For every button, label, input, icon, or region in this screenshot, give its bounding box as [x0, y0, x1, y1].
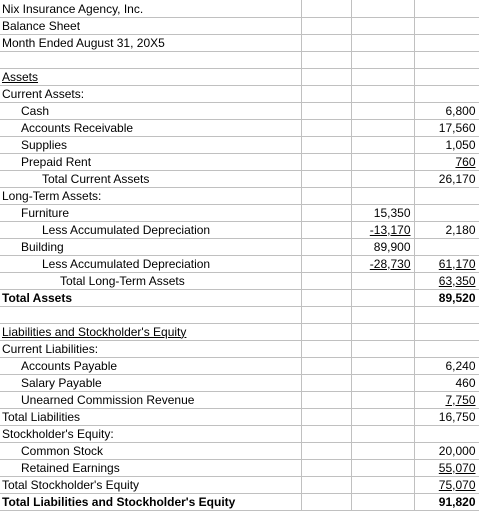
cell[interactable] — [351, 187, 414, 204]
cell[interactable] — [301, 34, 351, 51]
cell[interactable] — [351, 272, 414, 289]
equity-heading[interactable]: Stockholder's Equity: — [0, 425, 301, 442]
cell[interactable] — [414, 425, 479, 442]
cell[interactable] — [351, 476, 414, 493]
cell[interactable] — [414, 340, 479, 357]
cell[interactable] — [351, 323, 414, 340]
cell[interactable] — [414, 187, 479, 204]
sheet-row — [0, 119, 479, 136]
ar-label[interactable]: Accounts Receivable — [0, 119, 301, 136]
report-title[interactable]: Balance Sheet — [0, 17, 301, 34]
sheet-row — [0, 425, 479, 442]
common-stock-value[interactable]: 20,000 — [414, 442, 479, 459]
cell[interactable] — [351, 442, 414, 459]
cell[interactable] — [414, 34, 479, 51]
cell[interactable] — [351, 119, 414, 136]
cell[interactable] — [301, 153, 351, 170]
total-longterm-assets-value[interactable]: 63,350 — [438, 273, 476, 288]
sheet-row — [0, 391, 479, 408]
sheet-row — [0, 0, 479, 17]
cell[interactable] — [351, 68, 414, 85]
furniture-depreciation-label[interactable]: Less Accumulated Depreciation — [0, 221, 301, 238]
cell[interactable] — [301, 170, 351, 187]
cell[interactable] — [0, 306, 301, 323]
cell[interactable] — [414, 204, 479, 221]
cell[interactable] — [351, 170, 414, 187]
prepaid-value[interactable]: 760 — [455, 154, 476, 169]
cell[interactable] — [351, 459, 414, 476]
report-period[interactable]: Month Ended August 31, 20X5 — [0, 34, 301, 51]
total-assets-label[interactable]: Total Assets — [0, 289, 301, 306]
sheet-row — [0, 289, 479, 306]
cell[interactable] — [301, 357, 351, 374]
building-label[interactable]: Building — [0, 238, 301, 255]
cell[interactable] — [414, 17, 479, 34]
cell[interactable] — [301, 238, 351, 255]
furniture-depreciation-value[interactable]: -13,170 — [369, 222, 411, 237]
cell[interactable] — [301, 374, 351, 391]
current-assets-heading[interactable]: Current Assets: — [0, 85, 301, 102]
cell[interactable] — [301, 204, 351, 221]
cell[interactable] — [301, 102, 351, 119]
cell[interactable] — [301, 323, 351, 340]
sheet-row — [0, 459, 479, 476]
unearned-value[interactable]: 7,750 — [445, 392, 476, 407]
cell[interactable] — [351, 425, 414, 442]
sheet-row — [0, 170, 479, 187]
cell[interactable] — [351, 391, 414, 408]
sheet-row — [0, 102, 479, 119]
cell[interactable] — [351, 306, 414, 323]
total-longterm-assets-label[interactable]: Total Long-Term Assets — [0, 272, 301, 289]
cell[interactable] — [414, 85, 479, 102]
cell[interactable] — [301, 51, 351, 68]
sheet-row — [0, 136, 479, 153]
assets-heading[interactable]: Assets — [2, 69, 39, 84]
sheet-row — [0, 493, 479, 510]
cell[interactable] — [414, 0, 479, 17]
sheet-row — [0, 340, 479, 357]
sheet-row — [0, 85, 479, 102]
cell[interactable] — [301, 68, 351, 85]
ap-label[interactable]: Accounts Payable — [0, 357, 301, 374]
sheet-row — [0, 306, 479, 323]
sheet-row — [0, 255, 479, 272]
sheet-row — [0, 442, 479, 459]
cash-value[interactable]: 6,800 — [414, 102, 479, 119]
building-depreciation-label[interactable]: Less Accumulated Depreciation — [0, 255, 301, 272]
sheet-row — [0, 51, 479, 68]
cell[interactable] — [351, 289, 414, 306]
longterm-assets-heading[interactable]: Long-Term Assets: — [0, 187, 301, 204]
cell[interactable] — [301, 391, 351, 408]
building-value[interactable]: 89,900 — [351, 238, 414, 255]
sheet-row — [0, 408, 479, 425]
cell[interactable] — [351, 357, 414, 374]
cell[interactable] — [301, 340, 351, 357]
cell[interactable] — [301, 306, 351, 323]
cell[interactable] — [351, 136, 414, 153]
total-current-assets-value[interactable]: 26,170 — [414, 170, 479, 187]
cell[interactable] — [301, 136, 351, 153]
cell[interactable] — [414, 306, 479, 323]
sheet-row — [0, 476, 479, 493]
cell[interactable] — [351, 153, 414, 170]
sheet-row — [0, 238, 479, 255]
total-liabilities-value[interactable]: 16,750 — [414, 408, 479, 425]
cell[interactable] — [301, 85, 351, 102]
cell[interactable] — [301, 493, 351, 510]
building-depreciation-value[interactable]: -28,730 — [369, 256, 411, 271]
liabilities-heading[interactable]: Liabilities and Stockholder's Equity — [2, 324, 187, 339]
sheet-row — [0, 34, 479, 51]
cell[interactable] — [301, 425, 351, 442]
cell[interactable] — [301, 119, 351, 136]
total-liabilities-label[interactable]: Total Liabilities — [0, 408, 301, 425]
sheet-row — [0, 221, 479, 238]
cell[interactable] — [301, 272, 351, 289]
sheet-row — [0, 204, 479, 221]
sheet-row — [0, 153, 479, 170]
cell[interactable] — [351, 17, 414, 34]
sheet-row — [0, 357, 479, 374]
cell[interactable] — [414, 238, 479, 255]
total-equity-value[interactable]: 75,070 — [438, 477, 476, 492]
total-current-assets-label[interactable]: Total Current Assets — [0, 170, 301, 187]
cell[interactable] — [301, 289, 351, 306]
cell[interactable] — [301, 17, 351, 34]
cell[interactable] — [301, 476, 351, 493]
cell[interactable] — [351, 374, 414, 391]
salary-label[interactable]: Salary Payable — [0, 374, 301, 391]
current-liabilities-heading[interactable]: Current Liabilities: — [0, 340, 301, 357]
cell[interactable] — [301, 187, 351, 204]
retained-earnings-value[interactable]: 55,070 — [438, 460, 476, 475]
sheet-row — [0, 272, 479, 289]
cell[interactable] — [301, 459, 351, 476]
cell[interactable] — [351, 493, 414, 510]
cell[interactable] — [301, 442, 351, 459]
cash-label[interactable]: Cash — [0, 102, 301, 119]
furniture-label[interactable]: Furniture — [0, 204, 301, 221]
retained-earnings-label[interactable]: Retained Earnings — [0, 459, 301, 476]
furniture-value[interactable]: 15,350 — [351, 204, 414, 221]
cell[interactable] — [351, 85, 414, 102]
grand-total-label[interactable]: Total Liabilities and Stockholder's Equity — [0, 493, 301, 510]
salary-value[interactable]: 460 — [414, 374, 479, 391]
total-assets-value[interactable]: 89,520 — [414, 289, 479, 306]
supplies-label[interactable]: Supplies — [0, 136, 301, 153]
supplies-value[interactable]: 1,050 — [414, 136, 479, 153]
cell[interactable] — [301, 221, 351, 238]
cell[interactable] — [351, 0, 414, 17]
grand-total-value[interactable]: 91,820 — [414, 493, 479, 510]
cell[interactable] — [301, 255, 351, 272]
unearned-label[interactable]: Unearned Commission Revenue — [0, 391, 301, 408]
cell[interactable] — [351, 408, 414, 425]
furniture-net-value[interactable]: 2,180 — [414, 221, 479, 238]
sheet-row — [0, 68, 479, 85]
ap-value[interactable]: 6,240 — [414, 357, 479, 374]
cell[interactable] — [351, 102, 414, 119]
ar-value[interactable]: 17,560 — [414, 119, 479, 136]
company-name[interactable]: Nix Insurance Agency, Inc. — [0, 0, 301, 17]
building-net-value[interactable]: 61,170 — [438, 256, 476, 271]
cell[interactable] — [351, 51, 414, 68]
prepaid-label[interactable]: Prepaid Rent — [0, 153, 301, 170]
cell[interactable] — [351, 340, 414, 357]
cell[interactable] — [301, 0, 351, 17]
common-stock-label[interactable]: Common Stock — [0, 442, 301, 459]
cell[interactable] — [414, 51, 479, 68]
total-equity-label[interactable]: Total Stockholder's Equity — [0, 476, 301, 493]
cell[interactable] — [0, 51, 301, 68]
cell[interactable] — [351, 34, 414, 51]
sheet-row — [0, 374, 479, 391]
sheet-row — [0, 323, 479, 340]
cell[interactable] — [301, 408, 351, 425]
cell[interactable] — [414, 68, 479, 85]
cell[interactable] — [414, 323, 479, 340]
sheet-row — [0, 17, 479, 34]
sheet-row — [0, 187, 479, 204]
